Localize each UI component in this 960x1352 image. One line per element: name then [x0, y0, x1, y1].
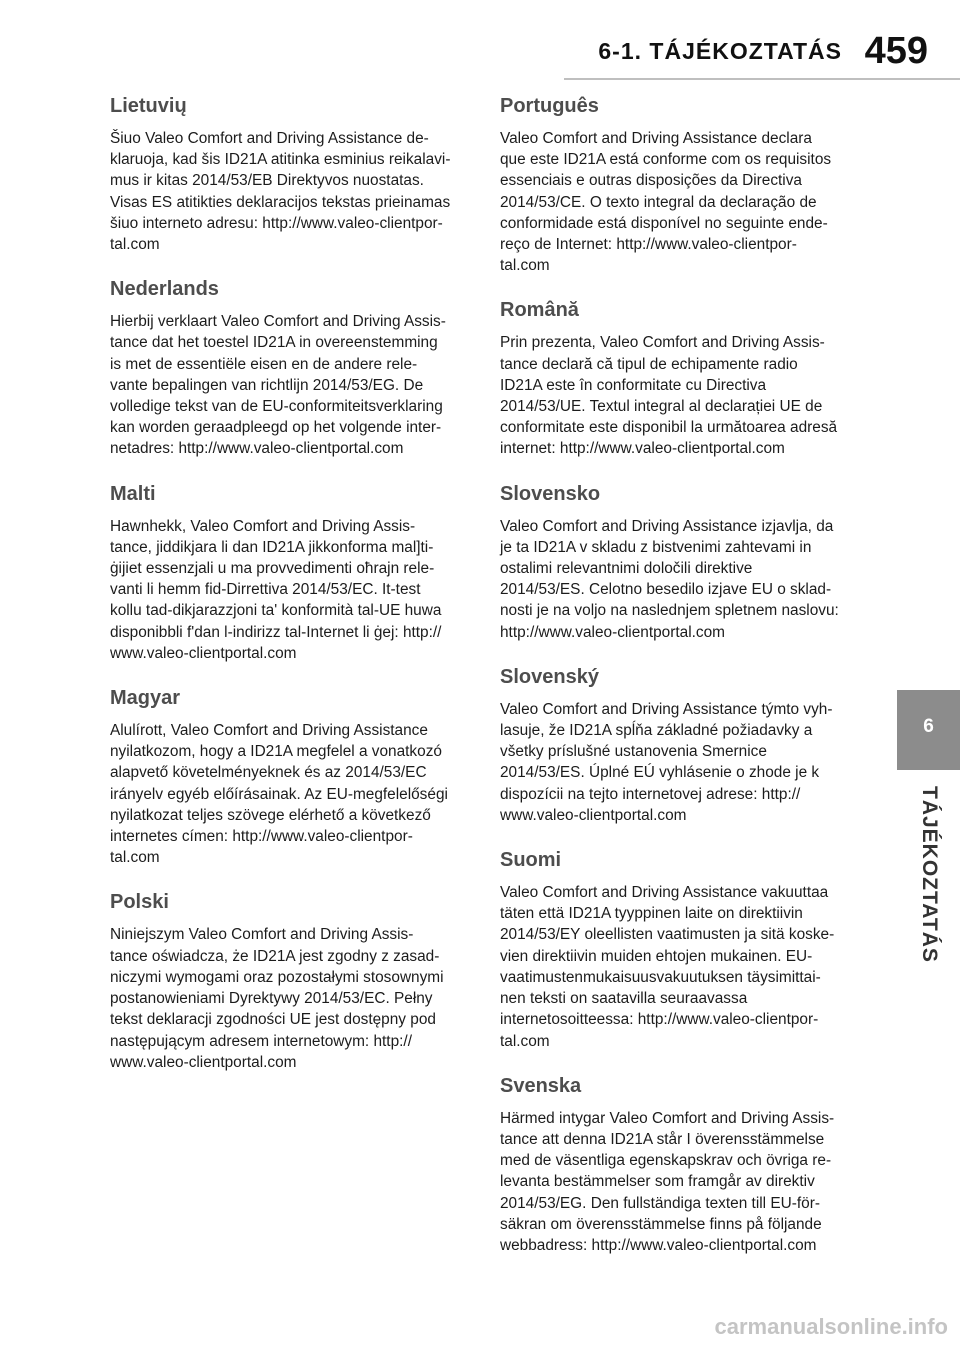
- lang-heading: Português: [500, 95, 599, 117]
- lang-section-slovensko: [500, 482, 854, 643]
- right-column: [500, 94, 854, 1278]
- lang-section-suomi: [500, 848, 854, 1052]
- lang-heading: Polski: [110, 891, 169, 914]
- lang-text: Niniejszym Valeo Comfort and Driving Assis- tance oświadcza, że ID21A jest zgodny z zasad- niczymi wymogami oraz pozostałymi stosownymi postanowieniami Dyrektywy 2014/53/EC. Pełny tekst deklaracji zgodności UE jest dostępny pod następującym adresem internetowym: http:// www.valeo-clientportal.com: [110, 926, 444, 1071]
- lang-section-romana: [500, 298, 854, 459]
- lang-text: Alulírott, Valeo Comfort and Driving Assistance nyilatkozom, hogy a ID21A megfelel a vonatkozó alapvető követelményeknek és az 2014/53/EC irányelv egyéb előírásainak. Az EU-megfelelőségi nyilatkozat teljes szövege elérhető a következő internetes címen: http://www.valeo-clientpor- tal.com: [110, 722, 448, 867]
- lang-heading: Suomi: [500, 849, 562, 872]
- lang-text: Hawnhekk, Valeo Comfort and Driving Assis- tance, jiddikjara li dan ID21A jikkonforma mal]ti- ġijiet essenzjali u ma provvedimenti oħrajn rele- vanti li hemm fid-Dirrettiva 2014/53/EC. It-test kollu tad-dikjarazzjoni ta' konformità tal-UE huwa disponibbli f'dan l-indirizz tal-Internet li ġej: http:// www.valeo-clientportal.com: [110, 517, 442, 662]
- lang-text: Šiuo Valeo Comfort and Driving Assistance de- klaruoja, kad šis ID21A atitinka esminius reikalavi- mus ir kitas 2014/53/EB Direktyvos nuostatas. Visas ES atitikties deklaracijos tekstas prieinamas šiuo interneto adresu: http://www.valeo-clientpor- tal.com: [110, 130, 451, 254]
- lang-heading: Magyar: [110, 687, 181, 710]
- lang-heading: Malti: [110, 482, 156, 505]
- page-header: [0, 0, 960, 78]
- lang-text: Valeo Comfort and Driving Assistance vakuuttaa täten että ID21A tyyppinen laite on direktiivin 2014/53/EY oleellisten vaatimusten ja sitä koske- vien direktiivin muiden ehtojen mukainen. EU- vaatimustenmukaisuusvakuutuksen täysimittai- nen teksti on saatavilla seuraavassa internetosoitteessa: http://www.valeo-clientpor- tal.com: [500, 884, 835, 1050]
- lang-text: Prin prezenta, Valeo Comfort and Driving Assis- tance declară că tipul de echipamente radio ID21A este în conformitate cu Directiva 2014/53/UE. Textul integral al declarației UE de conformitate este disponibil la următoarea adresă internet: http://www.valeo-clientportal.com: [500, 334, 838, 458]
- lang-heading: Nederlands: [110, 278, 219, 301]
- lang-section-malti: [110, 482, 464, 664]
- chapter-side-label: [900, 786, 958, 976]
- lang-section-polski: [110, 890, 464, 1072]
- lang-section-lietuviu: [110, 94, 464, 255]
- section-title: 6-1. TÁJÉKOZTATÁS: [598, 38, 842, 64]
- watermark: carmanualsonline.info: [714, 1314, 948, 1339]
- lang-text: Valeo Comfort and Driving Assistance izjavlja, da je ta ID21A v skladu z bistvenimi zahtevami in ostalimi relevantnimi določili direktive 2014/53/ES. Celotno besedilo izjave EU o sklad- nosti je na voljo na naslednjem spletnem naslovu: http://www.valeo-clientportal.com: [500, 517, 839, 641]
- lang-heading: Lietuvių: [110, 95, 187, 117]
- lang-section-magyar: [110, 686, 464, 868]
- left-column: [110, 94, 464, 1095]
- lang-section-slovensky: [500, 665, 854, 826]
- lang-section-portugues: [500, 94, 854, 276]
- lang-text: Valeo Comfort and Driving Assistance týmto vyh- lasuje, že ID21A spĺňa základné požiadavky a všetky príslušné ustanovenia Smernice 2014/53/ES. Úplné EÚ vyhlásenie o zhode je k dispozícii na tejto internetovej adrese: http:// www.valeo-clientportal.com: [500, 700, 833, 824]
- lang-text: Valeo Comfort and Driving Assistance declara que este ID21A está conforme com os requisitos essenciais e outras disposições da Directiva 2014/53/CE. O texto integral da declaração de conformidade está disponível no seguinte ende- reço de Internet: http://www.valeo-clientpor- tal.com: [500, 130, 832, 275]
- lang-text: Hierbij verklaart Valeo Comfort and Driving Assis- tance dat het toestel ID21A in overeenstemming is met de essentiële eisen en de andere rele- vante bepalingen van richtlijn 2014/53/EG. De volledige tekst van de EU-conformiteitsverklaring kan worden geraadpleegd op het volgende inter- netadres: http://www.valeo-clientportal.com: [110, 313, 446, 458]
- lang-heading: Slovenský: [500, 665, 599, 688]
- chapter-label: TÁJÉKOZTATÁS: [918, 786, 941, 963]
- chapter-tab: [897, 690, 960, 770]
- lang-heading: Română: [500, 299, 579, 322]
- lang-heading: Slovensko: [500, 482, 601, 505]
- chapter-number: 6: [923, 716, 934, 737]
- page-number: 459: [864, 30, 928, 72]
- lang-section-svenska: [500, 1074, 854, 1256]
- lang-text: Härmed intygar Valeo Comfort and Driving Assis- tance att denna ID21A står I överensstämmelse med de väsentliga egenskapskrav och övriga re- levanta bestämmelser som framgår av direktiv 2014/53/EG. Den fullständiga texten till EU-för- säkran om överensstämmelse finns på följande webbadress: http://www.valeo-clientportal.com: [500, 1109, 835, 1254]
- lang-heading: Svenska: [500, 1074, 582, 1097]
- header-divider: [564, 78, 960, 80]
- lang-section-nederlands: [110, 277, 464, 459]
